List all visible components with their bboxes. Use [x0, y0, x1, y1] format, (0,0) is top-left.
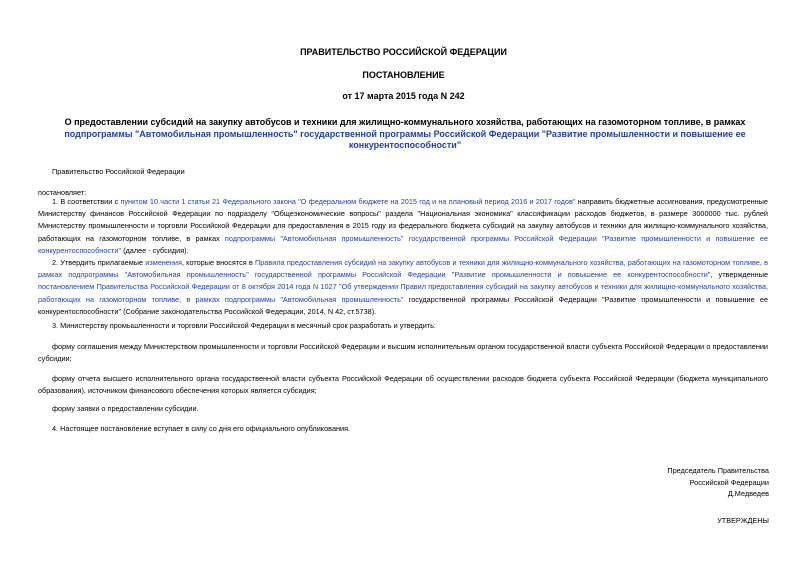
intro-text: Правительство Российской Федерации [52, 167, 185, 176]
paragraph-2 [38, 257, 768, 318]
p1-subprogram-link[interactable]: подпрограммы "Автомобильная промышленность" государственной программы Российской Федерации "Развитие промышленности и повышение ее конкурентоспособности" [38, 233, 768, 255]
government-heading: ПРАВИТЕЛЬСТВО РОССИЙСКОЙ ФЕДЕРАЦИИ [300, 47, 507, 57]
p1-text-a: 1. В соответствии с [52, 197, 121, 206]
signature-title: Председатель Правительства [667, 466, 769, 475]
p2-text-b: , которые вносятся в [181, 258, 255, 267]
document-title [60, 117, 750, 152]
paragraph-4: 4. Настоящее постановление вступает в силу со дня его официального опубликования. [52, 424, 351, 433]
p2-changes-link[interactable]: изменения [145, 258, 182, 267]
p2-text-c: , утвержденные [710, 270, 769, 280]
p2-resolution-link[interactable]: постановлением Правительства Российской Федерации от 8 октября 2014 года N 1027 "Об утверждении Правил предоставления субсидий на закупку автобусов и техники для жилищно-коммунального хозяйства, работающих на газомоторном топливе, в рамках подпрограммы "Автомобильная промышленность" [38, 282, 768, 304]
paragraph-3b: форму отчета высшего исполнительного органа государственной власти субъекта Российской Федерации об осуществлении расходов бюджета субъекта Российской Федерации (бюджета муниципального образования), источником финансового обеспечения которых является субсидия; [38, 374, 768, 396]
signature-block [667, 465, 769, 500]
p1-law-link[interactable]: пунктом 10 части 1 статьи 21 Федерального закона "О федеральном бюджете на 2015 год и на плановый период 2016 и 2017 годов" [120, 197, 576, 206]
paragraph-3: 3. Министерству промышленности и торговли Российской Федерации в месячный срок разработать и утвердить: [52, 321, 436, 330]
doc-type-heading: ПОСТАНОВЛЕНИЕ [362, 70, 445, 80]
paragraph-1 [38, 196, 768, 257]
title-text: О предоставлении субсидий на закупку автобусов и техники для жилищно-коммунального хозяйства, работающих на газомоторном топливе, в рамках [64, 117, 746, 127]
p2-text-a: 2. Утвердить прилагаемые [52, 258, 146, 267]
signature-country: Российской Федерации [689, 477, 769, 487]
decides-text: постановляет: [38, 188, 87, 197]
title-link[interactable]: подпрограммы "Автомобильная промышленность" государственной программы Российской Федерации "Развитие промышленности и повышение ее конкурентоспособности" [64, 128, 746, 150]
p1-text-c: (далее - субсидия). [121, 245, 189, 255]
paragraph-3c: форму заявки о предоставлении субсидии. [52, 404, 199, 413]
date-number-heading: от 17 марта 2015 года N 242 [342, 91, 465, 101]
p1-text-b: направить бюджетные ассигнования, предусмотренные Министерству финансов Российской Федерации по подразделу "Общеэкономические вопросы" раздела "Национальная экономика" классификации расходов бюджетов, в размере 3000000 тыс. рублей Министерству промышленности и торговли Российской Федерации для предоставления в 2015 году из федерального бюджета субсидий на закупку автобусов и техники для жилищно-коммунального хозяйства, работающих на газомоторном топливе, в рамках [38, 197, 768, 243]
p2-text-d: государственной программы Российской Федерации "Развитие промышленности и повышение ее конкурентоспособности" (Собрание законодательства Российской Федерации, 2014, N 42, ст.5738). [38, 294, 768, 316]
approved-label: УТВЕРЖДЕНЫ [717, 516, 769, 525]
paragraph-3a: форму соглашения между Министерством промышленности и торговли Российской Федерации и высшим исполнительным органом государственной власти субъекта Российской Федерации о предоставлении субсидии; [38, 342, 768, 364]
signature-name: Д.Медведев [727, 489, 769, 498]
p2-rules-link[interactable]: Правила предоставления субсидий на закупку автобусов и техники для жилищно-коммунального хозяйства, работающих на газомоторном топливе, в рамках подпрограммы "Автомобильная промышленность" государственной программы Российской Федерации "Развитие промышленности и повышение ее конкурентоспособности" [38, 258, 768, 280]
